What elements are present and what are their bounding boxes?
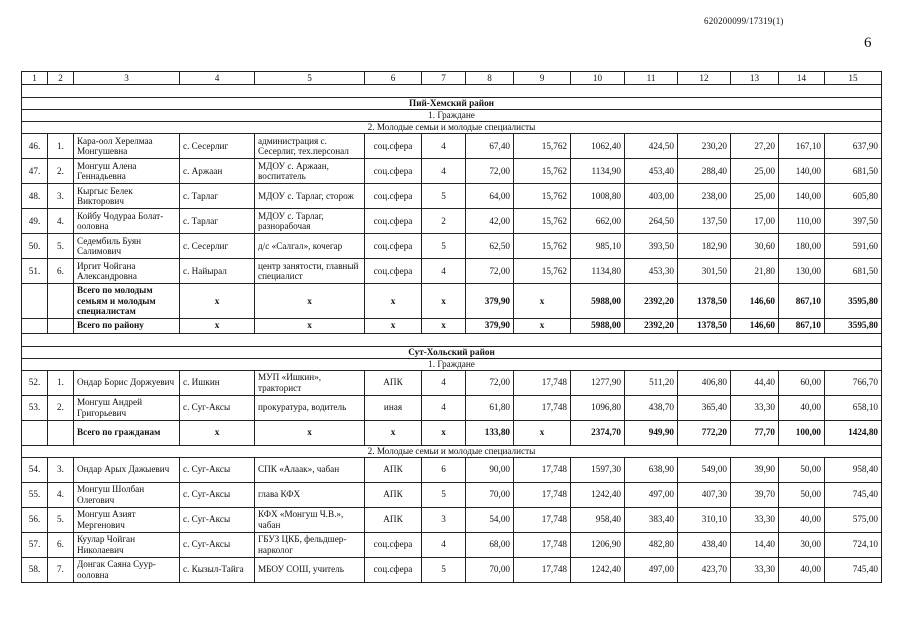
table-cell: соц.сфера — [365, 532, 422, 557]
table-cell: МДОУ с. Аржаан, воспитатель — [255, 159, 365, 184]
table-cell: 4 — [422, 134, 466, 159]
total-cell: 146,60 — [731, 284, 779, 319]
table-cell: Монгуш Алена Геннадьевна — [74, 159, 180, 184]
table-cell: Куулар Чойган Николаевич — [74, 532, 180, 557]
table-row — [22, 370, 882, 395]
total-cell: х — [180, 318, 255, 333]
table-row — [22, 395, 882, 420]
table-cell: 766,70 — [825, 370, 882, 395]
table-cell: 30,60 — [731, 234, 779, 259]
table-cell: Ондар Борис Доржуевич — [74, 370, 180, 395]
table-cell: 33,30 — [731, 557, 779, 582]
table-cell: 40,00 — [779, 557, 825, 582]
spacer-row — [22, 333, 882, 346]
table-cell: 137,50 — [678, 209, 731, 234]
total-cell — [22, 420, 48, 445]
total-cell: х — [365, 284, 422, 319]
beneficiaries-table — [21, 71, 882, 583]
column-number: 10 — [571, 72, 625, 85]
total-cell — [48, 318, 74, 333]
total-cell: 77,70 — [731, 420, 779, 445]
table-cell: иная — [365, 395, 422, 420]
total-cell: 133,80 — [466, 420, 514, 445]
column-number: 13 — [731, 72, 779, 85]
table-cell: 30,00 — [779, 532, 825, 557]
table-cell: 49. — [22, 209, 48, 234]
table-cell: 423,70 — [678, 557, 731, 582]
table-cell: соц.сфера — [365, 159, 422, 184]
table-cell: с. Суг-Аксы — [180, 457, 255, 482]
table-cell: 60,00 — [779, 370, 825, 395]
table-cell: 591,60 — [825, 234, 882, 259]
table-cell: 575,00 — [825, 507, 882, 532]
table-cell: 4 — [422, 259, 466, 284]
group-title: 1. Граждане — [22, 358, 882, 370]
group-title: 2. Молодые семьи и молодые специалисты — [22, 445, 882, 457]
table-cell: 365,40 — [678, 395, 731, 420]
group-title: 2. Молодые семьи и молодые специалисты — [22, 122, 882, 134]
table-cell: 5 — [422, 482, 466, 507]
table-cell: 40,00 — [779, 507, 825, 532]
total-cell: 1378,50 — [678, 284, 731, 319]
total-cell: х — [255, 284, 365, 319]
table-cell: Монгуш Азият Мергенович — [74, 507, 180, 532]
total-cell: 2392,20 — [625, 318, 678, 333]
table-cell: 15,762 — [514, 259, 571, 284]
table-cell: МДОУ с. Тарлаг, разнорабочая — [255, 209, 365, 234]
table-cell: 6 — [422, 457, 466, 482]
group-title: 1. Граждане — [22, 110, 882, 122]
table-cell: 4 — [422, 159, 466, 184]
table-cell: 745,40 — [825, 557, 882, 582]
column-number: 8 — [466, 72, 514, 85]
table-cell: 3. — [48, 184, 74, 209]
table-cell: 61,80 — [466, 395, 514, 420]
table-cell: 39,90 — [731, 457, 779, 482]
table-cell: 17,748 — [514, 532, 571, 557]
table-cell: 985,10 — [571, 234, 625, 259]
table-cell: с. Сесерлиг — [180, 134, 255, 159]
table-cell: АПК — [365, 507, 422, 532]
table-cell: 4. — [48, 209, 74, 234]
total-cell: 2392,20 — [625, 284, 678, 319]
table-cell: с. Суг-Аксы — [180, 507, 255, 532]
table-cell: Монгуш Шолбан Олегович — [74, 482, 180, 507]
total-cell: 949,90 — [625, 420, 678, 445]
table-cell: 438,70 — [625, 395, 678, 420]
table-cell: 681,50 — [825, 259, 882, 284]
table-cell: с. Тарлаг — [180, 184, 255, 209]
total-cell: 867,10 — [779, 284, 825, 319]
table-row — [22, 557, 882, 582]
column-number: 3 — [74, 72, 180, 85]
total-cell: х — [422, 420, 466, 445]
table-cell: Седембиль Буян Салимович — [74, 234, 180, 259]
table-cell: АПК — [365, 370, 422, 395]
total-cell: х — [514, 284, 571, 319]
total-cell: 379,90 — [466, 318, 514, 333]
table-cell: 407,30 — [678, 482, 731, 507]
table-cell: Иргит Чойгана Александровна — [74, 259, 180, 284]
table-cell: Ондар Арых Дажыевич — [74, 457, 180, 482]
group-total-row — [22, 284, 882, 319]
table-cell: 3 — [422, 507, 466, 532]
table-cell: 511,20 — [625, 370, 678, 395]
table-cell: КФХ «Монгуш Ч.В.», чабан — [255, 507, 365, 532]
total-cell: 5988,00 — [571, 318, 625, 333]
table-cell: 68,00 — [466, 532, 514, 557]
table-cell: 238,00 — [678, 184, 731, 209]
table-cell: 638,90 — [625, 457, 678, 482]
total-cell: 772,20 — [678, 420, 731, 445]
table-cell: 14,40 — [731, 532, 779, 557]
district-total-row — [22, 318, 882, 333]
total-cell: 2374,70 — [571, 420, 625, 445]
table-cell: 46. — [22, 134, 48, 159]
table-cell: 15,762 — [514, 159, 571, 184]
table-cell: 406,80 — [678, 370, 731, 395]
table-cell: с. Аржаан — [180, 159, 255, 184]
total-cell: х — [422, 284, 466, 319]
table-cell: 958,40 — [825, 457, 882, 482]
group-row — [22, 110, 882, 122]
table-cell: с. Сесерлиг — [180, 234, 255, 259]
table-cell: с. Суг-Аксы — [180, 482, 255, 507]
table-cell: 52. — [22, 370, 48, 395]
table-cell: д/с «Салгал», кочегар — [255, 234, 365, 259]
table-cell: с. Найырал — [180, 259, 255, 284]
table-cell: 17,00 — [731, 209, 779, 234]
table-cell: 1096,80 — [571, 395, 625, 420]
table-cell: 724,10 — [825, 532, 882, 557]
table-cell: 21,80 — [731, 259, 779, 284]
table-cell: с. Суг-Аксы — [180, 395, 255, 420]
total-cell: Всего по гражданам — [74, 420, 180, 445]
table-row — [22, 507, 882, 532]
table-cell: АПК — [365, 457, 422, 482]
table-cell: 1597,30 — [571, 457, 625, 482]
table-cell: с. Суг-Аксы — [180, 532, 255, 557]
table-cell: соц.сфера — [365, 557, 422, 582]
table-cell: 54,00 — [466, 507, 514, 532]
table-cell: 2. — [48, 159, 74, 184]
table-cell: 453,30 — [625, 259, 678, 284]
total-cell: Всего по району — [74, 318, 180, 333]
table-cell: 17,748 — [514, 457, 571, 482]
table-cell: 288,40 — [678, 159, 731, 184]
table-cell: 54. — [22, 457, 48, 482]
table-cell: 67,40 — [466, 134, 514, 159]
table-cell: 6. — [48, 532, 74, 557]
column-number: 15 — [825, 72, 882, 85]
total-cell: х — [255, 318, 365, 333]
table-cell: 1277,90 — [571, 370, 625, 395]
table-row — [22, 234, 882, 259]
table-cell: МБОУ СОШ, учитель — [255, 557, 365, 582]
table-cell: 482,80 — [625, 532, 678, 557]
table-cell: 44,40 — [731, 370, 779, 395]
group-row — [22, 122, 882, 134]
document-id: 620200099/17319(1) — [704, 16, 784, 26]
table-cell: 5 — [422, 184, 466, 209]
table-cell: 15,762 — [514, 184, 571, 209]
total-cell: 379,90 — [466, 284, 514, 319]
total-cell: 5988,00 — [571, 284, 625, 319]
table-cell: 50,00 — [779, 457, 825, 482]
table-cell: 64,00 — [466, 184, 514, 209]
table-cell: соц.сфера — [365, 209, 422, 234]
table-cell: Монгуш Андрей Григорьевич — [74, 395, 180, 420]
spacer-cell — [22, 333, 882, 346]
total-cell: х — [514, 420, 571, 445]
table-cell: 182,90 — [678, 234, 731, 259]
group-total-row — [22, 420, 882, 445]
table-cell: 310,10 — [678, 507, 731, 532]
total-cell: 3595,80 — [825, 318, 882, 333]
district-name: Пий-Хемский район — [22, 98, 882, 110]
table-cell: 383,40 — [625, 507, 678, 532]
table-cell: 1242,40 — [571, 482, 625, 507]
table-cell: 4 — [422, 532, 466, 557]
column-number: 5 — [255, 72, 365, 85]
table-cell: 33,30 — [731, 395, 779, 420]
table-cell: Кыргыс Белек Викторович — [74, 184, 180, 209]
table-row — [22, 259, 882, 284]
table-row — [22, 159, 882, 184]
table-cell: 301,50 — [678, 259, 731, 284]
table-row — [22, 184, 882, 209]
table-row — [22, 482, 882, 507]
table-cell: 140,00 — [779, 159, 825, 184]
total-cell: х — [180, 284, 255, 319]
page-number: 6 — [864, 35, 872, 51]
table-cell: с. Тарлаг — [180, 209, 255, 234]
total-cell — [48, 420, 74, 445]
table-cell: АПК — [365, 482, 422, 507]
table-cell: 2. — [48, 395, 74, 420]
table-cell: 40,00 — [779, 395, 825, 420]
table-cell: 549,00 — [678, 457, 731, 482]
total-cell — [22, 318, 48, 333]
total-cell: 100,00 — [779, 420, 825, 445]
table-cell: 1134,80 — [571, 259, 625, 284]
table-row — [22, 134, 882, 159]
total-cell: х — [180, 420, 255, 445]
table-cell: 17,748 — [514, 370, 571, 395]
total-cell — [48, 284, 74, 319]
table-cell: 70,00 — [466, 557, 514, 582]
district-row — [22, 346, 882, 358]
table-cell: 1062,40 — [571, 134, 625, 159]
table-cell: 70,00 — [466, 482, 514, 507]
total-cell: х — [255, 420, 365, 445]
table-cell: 42,00 — [466, 209, 514, 234]
table-cell: 39,70 — [731, 482, 779, 507]
table-cell: 453,40 — [625, 159, 678, 184]
table-cell: центр занятости, главный специалист — [255, 259, 365, 284]
table-cell: 605,80 — [825, 184, 882, 209]
table-cell: 140,00 — [779, 184, 825, 209]
table-row — [22, 532, 882, 557]
table-cell: 110,00 — [779, 209, 825, 234]
table-cell: 7. — [48, 557, 74, 582]
table-cell: 4 — [422, 395, 466, 420]
table-cell: ГБУЗ ЦКБ, фельдшер-нарколог — [255, 532, 365, 557]
table-cell: 6. — [48, 259, 74, 284]
table-cell: 33,30 — [731, 507, 779, 532]
table-cell: 658,10 — [825, 395, 882, 420]
table-cell: 15,762 — [514, 234, 571, 259]
table-cell: 17,748 — [514, 557, 571, 582]
table-cell: 497,00 — [625, 557, 678, 582]
table-cell: 1. — [48, 134, 74, 159]
table-cell: администрация с. Сесерлиг, тех.персонал — [255, 134, 365, 159]
district-row — [22, 98, 882, 110]
total-cell: 1424,80 — [825, 420, 882, 445]
table-cell: 438,40 — [678, 532, 731, 557]
total-cell: 3595,80 — [825, 284, 882, 319]
table-cell: 55. — [22, 482, 48, 507]
table-cell: МДОУ с. Тарлаг, сторож — [255, 184, 365, 209]
table-cell: 4 — [422, 370, 466, 395]
table-cell: 167,10 — [779, 134, 825, 159]
group-row — [22, 358, 882, 370]
table-cell: 57. — [22, 532, 48, 557]
table-cell: 17,748 — [514, 395, 571, 420]
table-cell: 72,00 — [466, 259, 514, 284]
table-cell: 47. — [22, 159, 48, 184]
table-cell: 745,40 — [825, 482, 882, 507]
table-row — [22, 209, 882, 234]
table-cell: 62,50 — [466, 234, 514, 259]
table-cell: 50. — [22, 234, 48, 259]
table-cell: 4. — [48, 482, 74, 507]
table-cell: 72,00 — [466, 370, 514, 395]
column-number: 12 — [678, 72, 731, 85]
table-cell: 662,00 — [571, 209, 625, 234]
table-cell: соц.сфера — [365, 259, 422, 284]
total-cell: 1378,50 — [678, 318, 731, 333]
table-cell: 681,50 — [825, 159, 882, 184]
total-cell: х — [422, 318, 466, 333]
table-cell: 637,90 — [825, 134, 882, 159]
table-cell: 5. — [48, 234, 74, 259]
table-cell: 50,00 — [779, 482, 825, 507]
table-cell: 393,50 — [625, 234, 678, 259]
column-number: 11 — [625, 72, 678, 85]
table-cell: 51. — [22, 259, 48, 284]
total-cell: 867,10 — [779, 318, 825, 333]
table-cell: 230,20 — [678, 134, 731, 159]
table-cell: 15,762 — [514, 134, 571, 159]
column-number: 7 — [422, 72, 466, 85]
table-cell: СПК «Алаак», чабан — [255, 457, 365, 482]
table-cell: 58. — [22, 557, 48, 582]
table-cell: 17,748 — [514, 507, 571, 532]
table-cell: 1242,40 — [571, 557, 625, 582]
table-cell: глава КФХ — [255, 482, 365, 507]
table-cell: 53. — [22, 395, 48, 420]
column-number-row — [22, 72, 882, 85]
table-cell: 56. — [22, 507, 48, 532]
table-cell: с. Ишкин — [180, 370, 255, 395]
table-cell: Донгак Саяна Суур-ооловна — [74, 557, 180, 582]
column-number: 4 — [180, 72, 255, 85]
table-cell: 5 — [422, 234, 466, 259]
total-cell: 146,60 — [731, 318, 779, 333]
group-row — [22, 445, 882, 457]
table-cell: 15,762 — [514, 209, 571, 234]
district-name: Сут-Хольский район — [22, 346, 882, 358]
table-cell: 48. — [22, 184, 48, 209]
table-cell: 17,748 — [514, 482, 571, 507]
total-cell: х — [365, 420, 422, 445]
table-cell: 3. — [48, 457, 74, 482]
table-cell: соц.сфера — [365, 184, 422, 209]
table-cell: 403,00 — [625, 184, 678, 209]
table-cell: 958,40 — [571, 507, 625, 532]
column-number: 14 — [779, 72, 825, 85]
table-cell: с. Кызыл-Тайга — [180, 557, 255, 582]
table-cell: 1134,90 — [571, 159, 625, 184]
table-cell: 5 — [422, 557, 466, 582]
table-cell: 25,00 — [731, 159, 779, 184]
total-cell: Всего по молодым семьям и молодым специалистам — [74, 284, 180, 319]
table-cell: 1206,90 — [571, 532, 625, 557]
table-cell: 90,00 — [466, 457, 514, 482]
total-cell: х — [514, 318, 571, 333]
table-cell: 1. — [48, 370, 74, 395]
total-cell: х — [365, 318, 422, 333]
column-number: 9 — [514, 72, 571, 85]
table-cell: МУП «Ишкин», тракторист — [255, 370, 365, 395]
column-number: 1 — [22, 72, 48, 85]
table-cell: 27,20 — [731, 134, 779, 159]
table-cell: 25,00 — [731, 184, 779, 209]
table-cell: 5. — [48, 507, 74, 532]
table-cell: 2 — [422, 209, 466, 234]
total-cell — [22, 284, 48, 319]
table-cell: соц.сфера — [365, 134, 422, 159]
spacer-row — [22, 85, 882, 98]
table-cell: прокуратура, водитель — [255, 395, 365, 420]
table-cell: 72,00 — [466, 159, 514, 184]
table-cell: 497,00 — [625, 482, 678, 507]
table-cell: 397,50 — [825, 209, 882, 234]
table-cell: 1008,80 — [571, 184, 625, 209]
column-number: 6 — [365, 72, 422, 85]
table-cell: 130,00 — [779, 259, 825, 284]
table-cell: 424,50 — [625, 134, 678, 159]
table-cell: Койбу Чодураа Болат-ооловна — [74, 209, 180, 234]
column-number: 2 — [48, 72, 74, 85]
spacer-cell — [22, 85, 882, 98]
table-row — [22, 457, 882, 482]
table-cell: Кара-оол Херелмаа Монгушевна — [74, 134, 180, 159]
table-cell: соц.сфера — [365, 234, 422, 259]
table-cell: 264,50 — [625, 209, 678, 234]
table-cell: 180,00 — [779, 234, 825, 259]
